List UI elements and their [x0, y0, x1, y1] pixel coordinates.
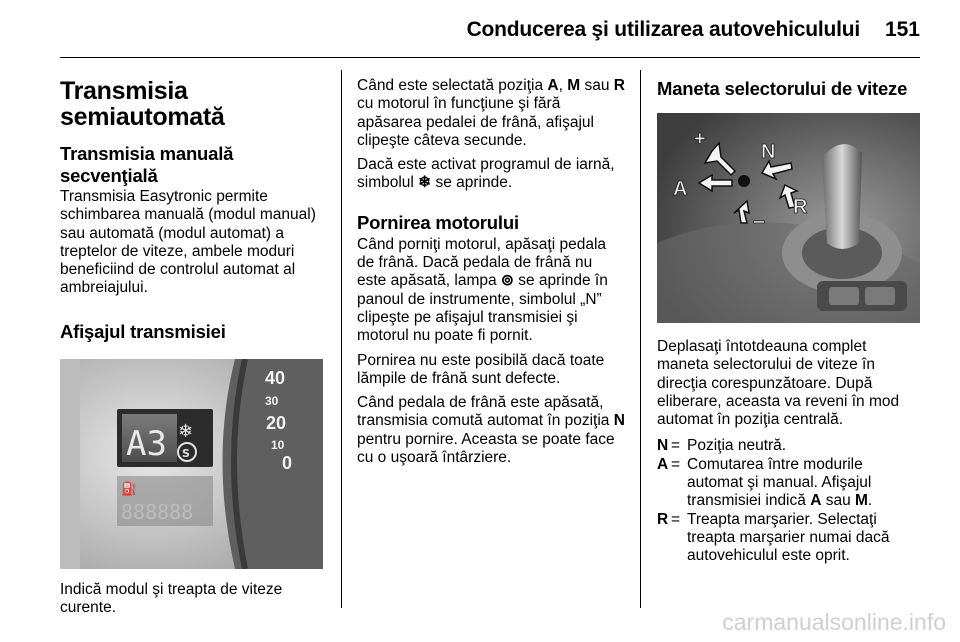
text-span: . [867, 492, 873, 510]
legend-row-r [657, 511, 920, 566]
engine-start-heading: Pornirea motorului [357, 211, 519, 233]
column-3 [657, 70, 920, 566]
selector-lever-heading: Maneta selectorului de viteze [657, 78, 908, 99]
winter-mode-icon: ❄ [178, 420, 194, 442]
bold-m: M [855, 492, 868, 510]
photo-caption: Indică modul şi treapta de viteze curente. [60, 580, 283, 617]
brake-lamp-icon: ⊚ [500, 272, 514, 290]
subsection-title-line-2: secvenţială [60, 165, 158, 186]
section-title-line-1: Transmisia [60, 77, 188, 105]
paragraph-neutral [357, 394, 625, 467]
text-span: Când pedala de frână este apăsată, transmisia comută automat în poziţia [357, 394, 614, 430]
legend-list [657, 437, 920, 565]
bold-n: N [613, 412, 625, 430]
legend-key: R [657, 510, 669, 528]
paragraph-winter [357, 156, 625, 193]
column-divider-2 [640, 70, 641, 608]
bold-a: A [547, 77, 559, 94]
text-span: Dacă este activat programul de iarnă, simbolul [357, 156, 615, 192]
selector-lever-illustration [657, 113, 920, 323]
bold-m: M [567, 77, 581, 94]
instrument-cluster-illustration [60, 359, 323, 569]
paragraph-start [357, 236, 625, 346]
diagram-label-a: A [673, 178, 688, 200]
section-title-line-2: semiautomată [60, 103, 225, 131]
gauge-label-20: 20 [266, 412, 287, 433]
display-heading: Afişajul transmisiei [60, 320, 226, 342]
paragraph-blink [357, 77, 625, 150]
legend-key: A [657, 455, 669, 473]
legend-row-n [657, 437, 920, 455]
legend-eq: = [671, 437, 681, 455]
text-span: Când este selectată poziţia [357, 77, 548, 94]
odometer-digits: 888888 [121, 499, 194, 524]
diagram-label-n: N [761, 141, 776, 163]
legend-text [687, 456, 920, 511]
gauge-label-10: 10 [271, 437, 285, 452]
gauge-label-40: 40 [265, 367, 286, 388]
selector-lever-photo [657, 113, 920, 323]
paragraph-brake-lights: Pornirea nu este posibilă dacă toate lămpile de frână sunt defecte. [357, 351, 605, 387]
column-1 [60, 70, 332, 617]
intro-paragraph: Transmisia Easytronic permite schimbarea manuală (modul manual) sau automată (modul automat) a treptelor de viteze, ambele moduri beneficiind de controlul automat al ambreiajului. [60, 188, 316, 297]
legend-text: Treapta marşarier. Selectaţi treapta marşarier numai dacă autovehiculul este oprit. [687, 510, 890, 565]
svg-text:S: S [182, 446, 190, 460]
diagram-label-r: R [793, 196, 808, 218]
text-span: Comutarea între modurile automat şi manual. Afişajul transmisiei indică [687, 455, 872, 510]
legend-eq: = [671, 455, 681, 473]
bold-r: R [613, 77, 625, 94]
legend-text: Poziţia neutră. [687, 437, 787, 455]
text-span: se aprinde în panoul de instrumente, simbolul „N” clipeşte pe afişajul transmisiei şi motorul nu poate fi pornit. [357, 272, 608, 345]
diagram-label-plus: + [694, 128, 706, 150]
subsection-title [60, 143, 332, 187]
transmission-display-photo [60, 359, 323, 569]
text-span: , [558, 77, 568, 94]
watermark: carmanualsonline.info [722, 609, 946, 635]
gauge-label-30: 30 [265, 393, 279, 408]
gauge-label-0: 0 [282, 452, 293, 473]
text-span: se aprinde. [431, 174, 513, 192]
gear-display-text: A3 [126, 423, 167, 464]
text-span: pentru pornire. Aceasta se poate face cu o uşoară întârziere. [357, 430, 615, 467]
legend-row-a [657, 456, 920, 511]
text-span: sau [821, 492, 855, 510]
fuel-pump-icon: ⛽ [121, 481, 138, 497]
section-title [60, 78, 332, 130]
diagram-label-minus: – [753, 208, 766, 233]
legend-key: N [657, 437, 669, 455]
header-rule [60, 57, 920, 58]
legend-eq: = [671, 510, 681, 528]
page-header [0, 0, 960, 60]
lever-paragraph: Deplasaţi întotdeauna complet maneta selectorului de viteze în direcţia corespunzătoare. După eliberare, aceasta va reveni în mod automat în poziţia centrală. [657, 338, 900, 429]
winter-symbol-icon: ❄ [418, 174, 432, 192]
column-2 [357, 70, 625, 467]
text-span: sau [580, 77, 614, 94]
page-number: 151 [884, 18, 920, 41]
text-span: cu motorul în funcţiune şi fără apăsarea pedalei de frână, afişajul clipeşte câteva secunde. [357, 95, 594, 149]
column-divider-1 [341, 70, 342, 608]
bold-a: A [810, 492, 822, 510]
text-span: Când porniţi motorul, apăsaţi pedala de frână. Dacă pedala de frână nu este apăsată, lampa [357, 235, 607, 290]
subsection-title-line-1: Transmisia manuală [60, 143, 234, 164]
running-title: Conducerea şi utilizarea autovehiculului [466, 18, 860, 41]
